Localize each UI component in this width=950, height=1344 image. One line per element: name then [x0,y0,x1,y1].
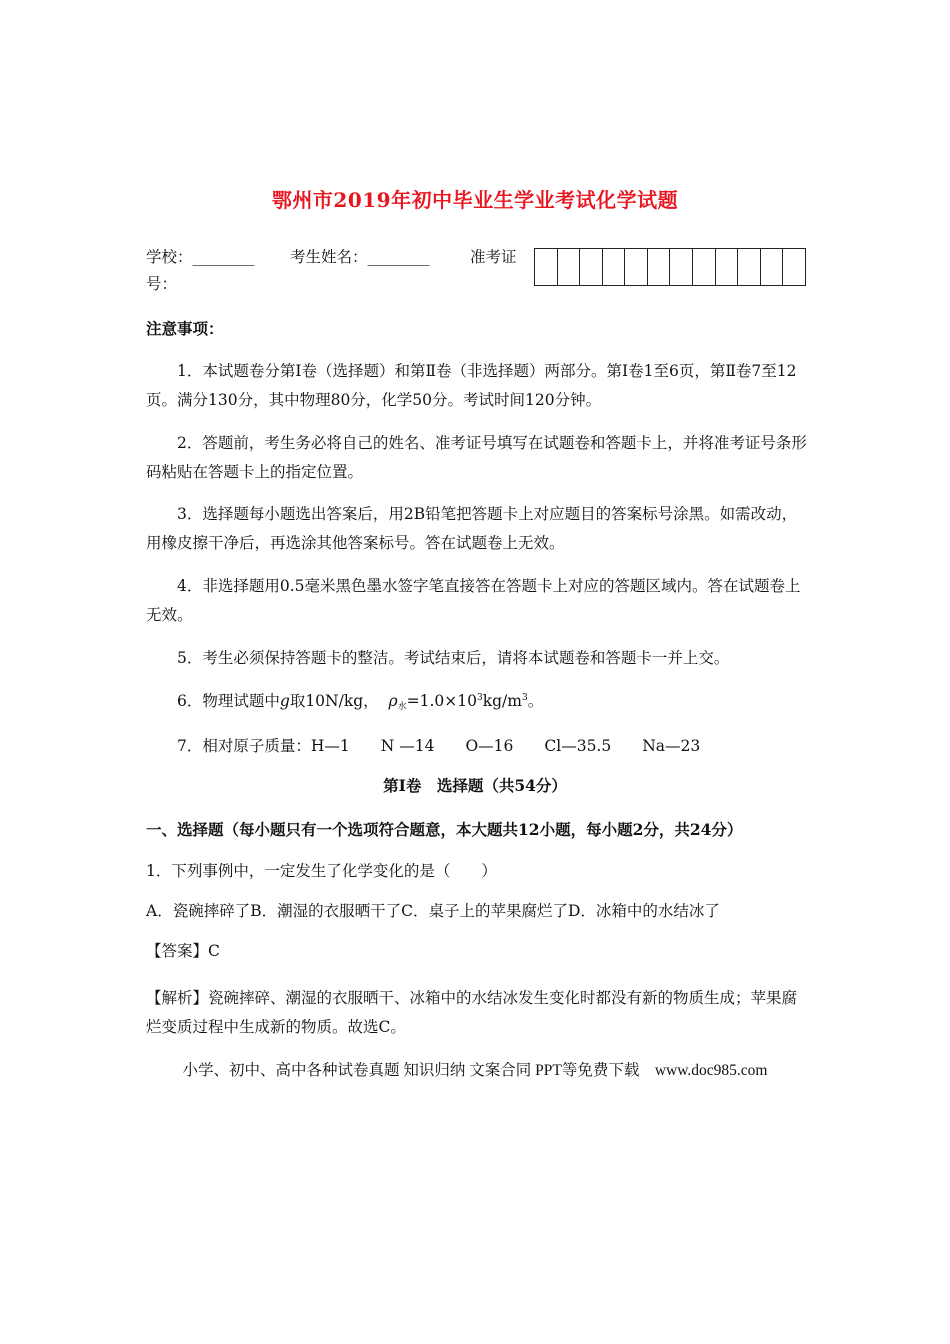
exam-id-boxes [534,248,806,286]
question-1-analysis: 【解析】瓷碗摔碎、潮湿的衣服晒干、冰箱中的水结冰发生变化时都没有新的物质生成；苹果腐烂变质过程中生成新的物质。故选C。 [146,989,798,1036]
item6-g: g [279,692,290,710]
id-cell [558,249,581,285]
notice-item-5: 5．考生必须保持答题卡的整洁。考试结束后，请将本试题卷和答题卡一并上交。 [177,649,730,667]
student-name-field: 考生姓名：________ [290,248,430,266]
notice-item-1: 1．本试题卷分第Ⅰ卷（选择题）和第Ⅱ卷（非选择题）两部分。第Ⅰ卷1至6页，第Ⅱ卷7至12页。满分130分，其中物理80分，化学50分。考试时间120分钟。 [146,362,797,409]
item6-unit: kg/m [482,692,522,710]
id-cell [670,249,693,285]
section-heading: 第Ⅰ卷 选择题（共54分） [383,776,567,795]
page-footer: 小学、初中、高中各种试卷真题 知识归纳 文案合同 PPT等免费下载 www.doc985.com [182,1062,768,1079]
item6-rho: ρ [388,692,398,710]
exam-id-label-cont: 号： [146,275,178,293]
part-heading: 一、选择题（每小题只有一个选项符合题意，本大题共12小题，每小题2分，共24分） [146,820,743,839]
notice-item-4: 4．非选择题用0.5毫米黑色墨水签字笔直接答在答题卡上对应的答题区域内。答在试题卷上无效。 [146,577,801,624]
exam-title: 鄂州市2019年初中毕业生学业考试化学试题 [271,188,679,212]
question-1-answer: 【答案】C [146,942,220,960]
item6-mid: 取10N/kg， [289,692,379,710]
question-1-stem: 1．下列事例中，一定发生了化学变化的是（ ） [146,862,497,880]
id-cell [761,249,784,285]
id-cell [648,249,671,285]
id-cell [693,249,716,285]
id-cell [535,249,558,285]
notice-item-7: 7．相对原子质量：H—1 N —14 O—16 Cl—35.5 Na—23 [177,737,701,755]
id-cell [783,249,805,285]
question-1-options: A．瓷碗摔碎了B．潮湿的衣服晒干了C．桌子上的苹果腐烂了D．冰箱中的水结冰了 [146,902,720,920]
item6-end: 。 [527,692,544,710]
item6-sub: 水 [397,702,407,712]
item6-value: =1.0×10 [406,692,477,710]
item6-exp: 3 [477,693,483,703]
exam-id-label: 准考证 [470,248,517,266]
notice-item-3: 3．选择题每小题选出答案后，用2B铅笔把答题卡上对应题目的答案标号涂黑。如需改动，用橡皮擦干净后，再选涂其他答案标号。答在试题卷上无效。 [146,505,798,552]
notice-item-6 [146,684,808,722]
school-field: 学校：________ [146,248,255,266]
id-cell [738,249,761,285]
id-cell [580,249,603,285]
id-cell [603,249,626,285]
item6-unit-exp: 3 [521,693,528,703]
id-cell [716,249,739,285]
notice-item-2: 2．答题前，考生务必将自己的姓名、准考证号填写在试题卷和答题卡上，并将准考证号条形码粘贴在答题卡上的指定位置。 [146,434,807,481]
item6-prefix: 6．物理试题中 [177,692,280,710]
id-cell [625,249,648,285]
notice-heading: 注意事项： [146,319,224,338]
